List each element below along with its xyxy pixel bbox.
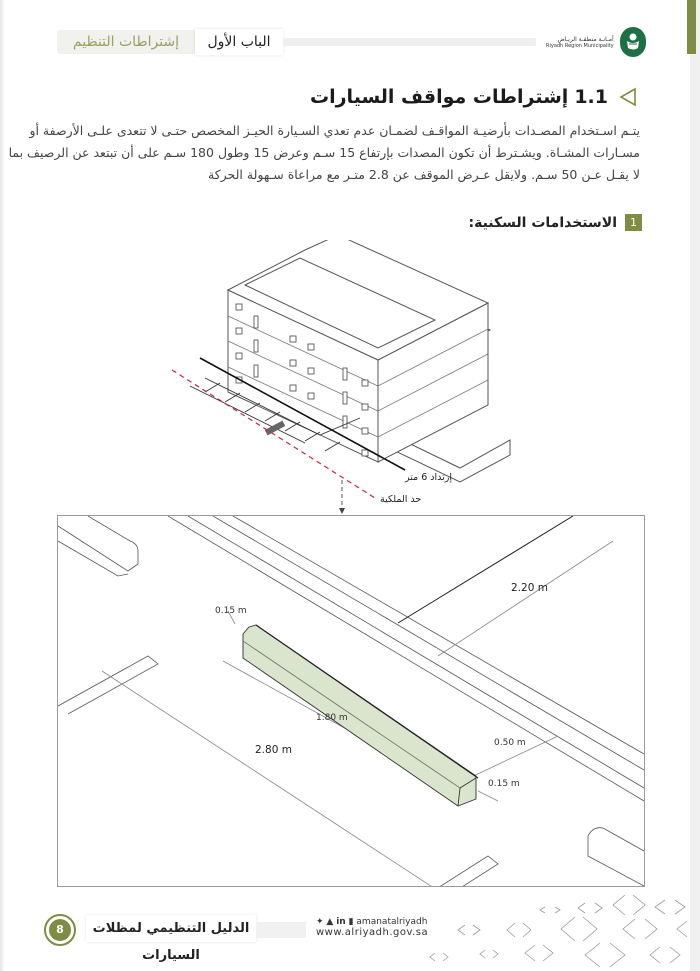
social-handle[interactable]: amanatalriyadh [356, 917, 428, 927]
dim-curb-offset: 0.50 m [494, 738, 526, 748]
logo-arabic-text: أمـانـة منطقـة الريـاض [557, 35, 614, 43]
wheel-stop-detail-figure [57, 515, 645, 887]
municipality-logo [546, 27, 646, 57]
footer-contact [316, 917, 428, 938]
section-number: 1.1 [574, 86, 608, 108]
page-number-badge [44, 914, 76, 946]
linkedin-icon[interactable]: in [336, 917, 346, 927]
header-tabs [57, 30, 283, 54]
section-heading [310, 86, 638, 108]
page-number: 8 [49, 919, 71, 941]
building-parking-illustration [150, 240, 550, 520]
wheel-stop-drawing [58, 516, 644, 886]
guide-title: الدليل التنظيمي لمظلات السيارات [86, 915, 256, 942]
section-tab: إشتراطات التنظيم [57, 30, 195, 54]
property-line-label: حد الملكية [380, 494, 422, 505]
subsection-heading [468, 214, 642, 231]
website-link[interactable]: www.alriyadh.gov.sa [316, 927, 429, 938]
municipality-emblem-icon [620, 27, 646, 57]
youtube-icon[interactable]: ▮ [348, 917, 354, 927]
section-paragraph [8, 120, 640, 186]
twitter-icon[interactable]: ✦ [316, 917, 324, 927]
dim-sidewalk-width: 2.20 m [511, 582, 548, 594]
page-right-edge [690, 0, 700, 971]
page-edge-shadow [0, 0, 5, 971]
dim-stop-length: 1.80 m [316, 713, 348, 723]
dim-stop-width: 0.15 m [488, 779, 520, 789]
chapter-tab: الباب الأول [195, 29, 283, 55]
logo-english-text: Riyadh Region Municipality [546, 42, 614, 49]
dim-stop-height: 0.15 m [215, 606, 247, 616]
dim-stall-width: 2.80 m [255, 744, 292, 756]
header-divider-bar [283, 38, 536, 46]
paragraph-line: يتـم اسـتخدام المصـدات بأرضيـة المواقـف لضمـان عدم تعدي السـيارة الحيـز المخصص حتـى لا تتعدى علـى الأرصفة أو [29, 123, 640, 138]
subsection-title: الاستخدامات السكنية: [468, 214, 617, 231]
paragraph-line: لا يقـل عـن 50 سـم. ولايقل عـرض الموقف عن 2.8 متـر مع مراعاة سـهولة الحركة [208, 167, 640, 182]
triangle-pattern-decoration [425, 895, 700, 971]
chapter-accent-bar [687, 0, 696, 54]
subsection-number-badge: 1 [625, 214, 642, 231]
paragraph-line: مسـارات المشـاة. ويشـترط أن تكون المصدات بإرتفاع 15 سـم وعرض 15 وطول 180 سـم على أن تبتعد عن الرصيف بما [8, 145, 640, 160]
section-title: إشتراطات مواقف السيارات [310, 86, 569, 108]
snapchat-icon[interactable]: ▲ [326, 917, 334, 927]
setback-label: إرتداد 6 متر [405, 472, 453, 483]
triangle-left-outline-icon [618, 87, 638, 107]
footer-divider-bar [256, 922, 306, 938]
